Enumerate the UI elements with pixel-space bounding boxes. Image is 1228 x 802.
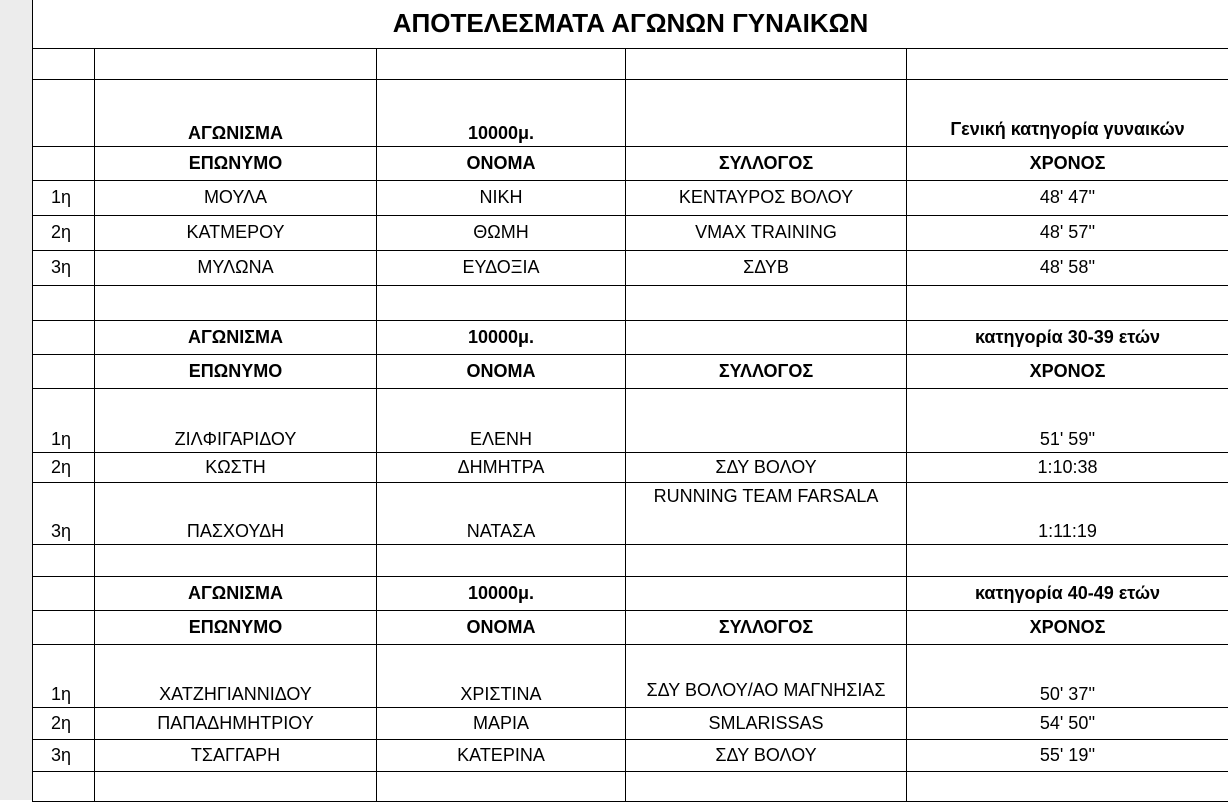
table-row (33, 707, 1228, 739)
table-row (33, 482, 1228, 544)
table-row (33, 250, 1228, 285)
header-row (33, 610, 1228, 644)
page-title: ΑΠΟΤΕΛΕΣΜΑΤΑ ΑΓΩΝΩΝ ΓΥΝΑΙΚΩΝ (33, 0, 1228, 48)
spacer-row (33, 544, 1228, 576)
header-club: ΣΥΛΛΟΓΟΣ (626, 610, 907, 644)
spacer-row (33, 48, 1228, 79)
table-row (33, 644, 1228, 707)
rank-cell: 2η (33, 215, 95, 250)
club-cell: ΣΔΥ ΒΟΛΟΥ (626, 739, 907, 771)
event-distance: 10000μ. (377, 320, 626, 354)
rank-cell: 3η (33, 739, 95, 771)
event-distance: 10000μ. (377, 79, 626, 146)
header-surname: ΕΠΩΝΥΜΟ (95, 146, 377, 180)
rank-cell: 2η (33, 452, 95, 482)
table-row (33, 739, 1228, 771)
table-row (33, 452, 1228, 482)
name-cell: ΕΥΔΟΞΙΑ (377, 250, 626, 285)
spacer-row (33, 771, 1228, 801)
name-cell: ΘΩΜΗ (377, 215, 626, 250)
results-table (32, 0, 1228, 802)
rank-cell: 3η (33, 250, 95, 285)
name-cell: ΕΛΕΝΗ (377, 388, 626, 452)
club-cell: ΣΔΥ ΒΟΛΟΥ/ΑΟ ΜΑΓΝΗΣΙΑΣ (626, 644, 907, 707)
header-row (33, 146, 1228, 180)
time-cell: 55' 19'' (907, 739, 1228, 771)
surname-cell: ΠΑΣΧΟΥΔΗ (95, 482, 377, 544)
header-surname: ΕΠΩΝΥΜΟ (95, 610, 377, 644)
club-cell: ΚΕΝΤΑΥΡΟΣ ΒΟΛΟΥ (626, 180, 907, 215)
event-label: ΑΓΩΝΙΣΜΑ (95, 320, 377, 354)
window-left-margin (0, 0, 32, 800)
club-cell: VMAX TRAINING (626, 215, 907, 250)
rank-cell: 3η (33, 482, 95, 544)
event-distance: 10000μ. (377, 576, 626, 610)
surname-cell: ΜΥΛΩΝΑ (95, 250, 377, 285)
event-category: κατηγορία 40-49 ετών (907, 576, 1228, 610)
rank-cell: 2η (33, 707, 95, 739)
event-row (33, 320, 1228, 354)
surname-cell: ΚΩΣΤΗ (95, 452, 377, 482)
name-cell: ΚΑΤΕΡΙΝΑ (377, 739, 626, 771)
name-cell: ΝΙΚΗ (377, 180, 626, 215)
rank-cell: 1η (33, 180, 95, 215)
header-name: ΟΝΟΜΑ (377, 610, 626, 644)
surname-cell: ΤΣΑΓΓΑΡΗ (95, 739, 377, 771)
time-cell: 48' 58'' (907, 250, 1228, 285)
header-name: ΟΝΟΜΑ (377, 146, 626, 180)
time-cell: 51' 59'' (907, 388, 1228, 452)
event-row (33, 576, 1228, 610)
event-label: ΑΓΩΝΙΣΜΑ (95, 576, 377, 610)
club-cell: RUNNING TEAM FARSALA (626, 482, 907, 544)
name-cell: ΔΗΜΗΤΡΑ (377, 452, 626, 482)
event-category: Γενική κατηγορία γυναικών (907, 79, 1228, 146)
header-name: ΟΝΟΜΑ (377, 354, 626, 388)
results-sheet (32, 0, 1228, 800)
table-row (33, 388, 1228, 452)
club-cell: ΣΔΥ ΒΟΛΟΥ (626, 452, 907, 482)
club-cell: ΣΔΥΒ (626, 250, 907, 285)
surname-cell: ΚΑΤΜΕΡΟΥ (95, 215, 377, 250)
header-club: ΣΥΛΛΟΓΟΣ (626, 146, 907, 180)
club-cell (626, 388, 907, 452)
surname-cell: ΜΟΥΛΑ (95, 180, 377, 215)
header-row (33, 354, 1228, 388)
club-cell: SMLARISSAS (626, 707, 907, 739)
header-club: ΣΥΛΛΟΓΟΣ (626, 354, 907, 388)
rank-cell: 1η (33, 388, 95, 452)
event-row (33, 79, 1228, 146)
header-time: ΧΡΟΝΟΣ (907, 354, 1228, 388)
surname-cell: ΖΙΛΦΙΓΑΡΙΔΟΥ (95, 388, 377, 452)
time-cell: 1:11:19 (907, 482, 1228, 544)
name-cell: ΜΑΡΙΑ (377, 707, 626, 739)
spacer-row (33, 285, 1228, 320)
time-cell: 50' 37'' (907, 644, 1228, 707)
header-time: ΧΡΟΝΟΣ (907, 610, 1228, 644)
time-cell: 48' 47'' (907, 180, 1228, 215)
name-cell: ΧΡΙΣΤΙΝΑ (377, 644, 626, 707)
event-label: ΑΓΩΝΙΣΜΑ (95, 79, 377, 146)
header-time: ΧΡΟΝΟΣ (907, 146, 1228, 180)
table-row (33, 180, 1228, 215)
event-category: κατηγορία 30-39 ετών (907, 320, 1228, 354)
table-row (33, 215, 1228, 250)
title-row (33, 0, 1228, 48)
header-surname: ΕΠΩΝΥΜΟ (95, 354, 377, 388)
time-cell: 1:10:38 (907, 452, 1228, 482)
rank-cell: 1η (33, 644, 95, 707)
surname-cell: ΠΑΠΑΔΗΜΗΤΡΙΟΥ (95, 707, 377, 739)
time-cell: 54' 50'' (907, 707, 1228, 739)
name-cell: ΝΑΤΑΣΑ (377, 482, 626, 544)
surname-cell: ΧΑΤΖΗΓΙΑΝΝΙΔΟΥ (95, 644, 377, 707)
time-cell: 48' 57'' (907, 215, 1228, 250)
